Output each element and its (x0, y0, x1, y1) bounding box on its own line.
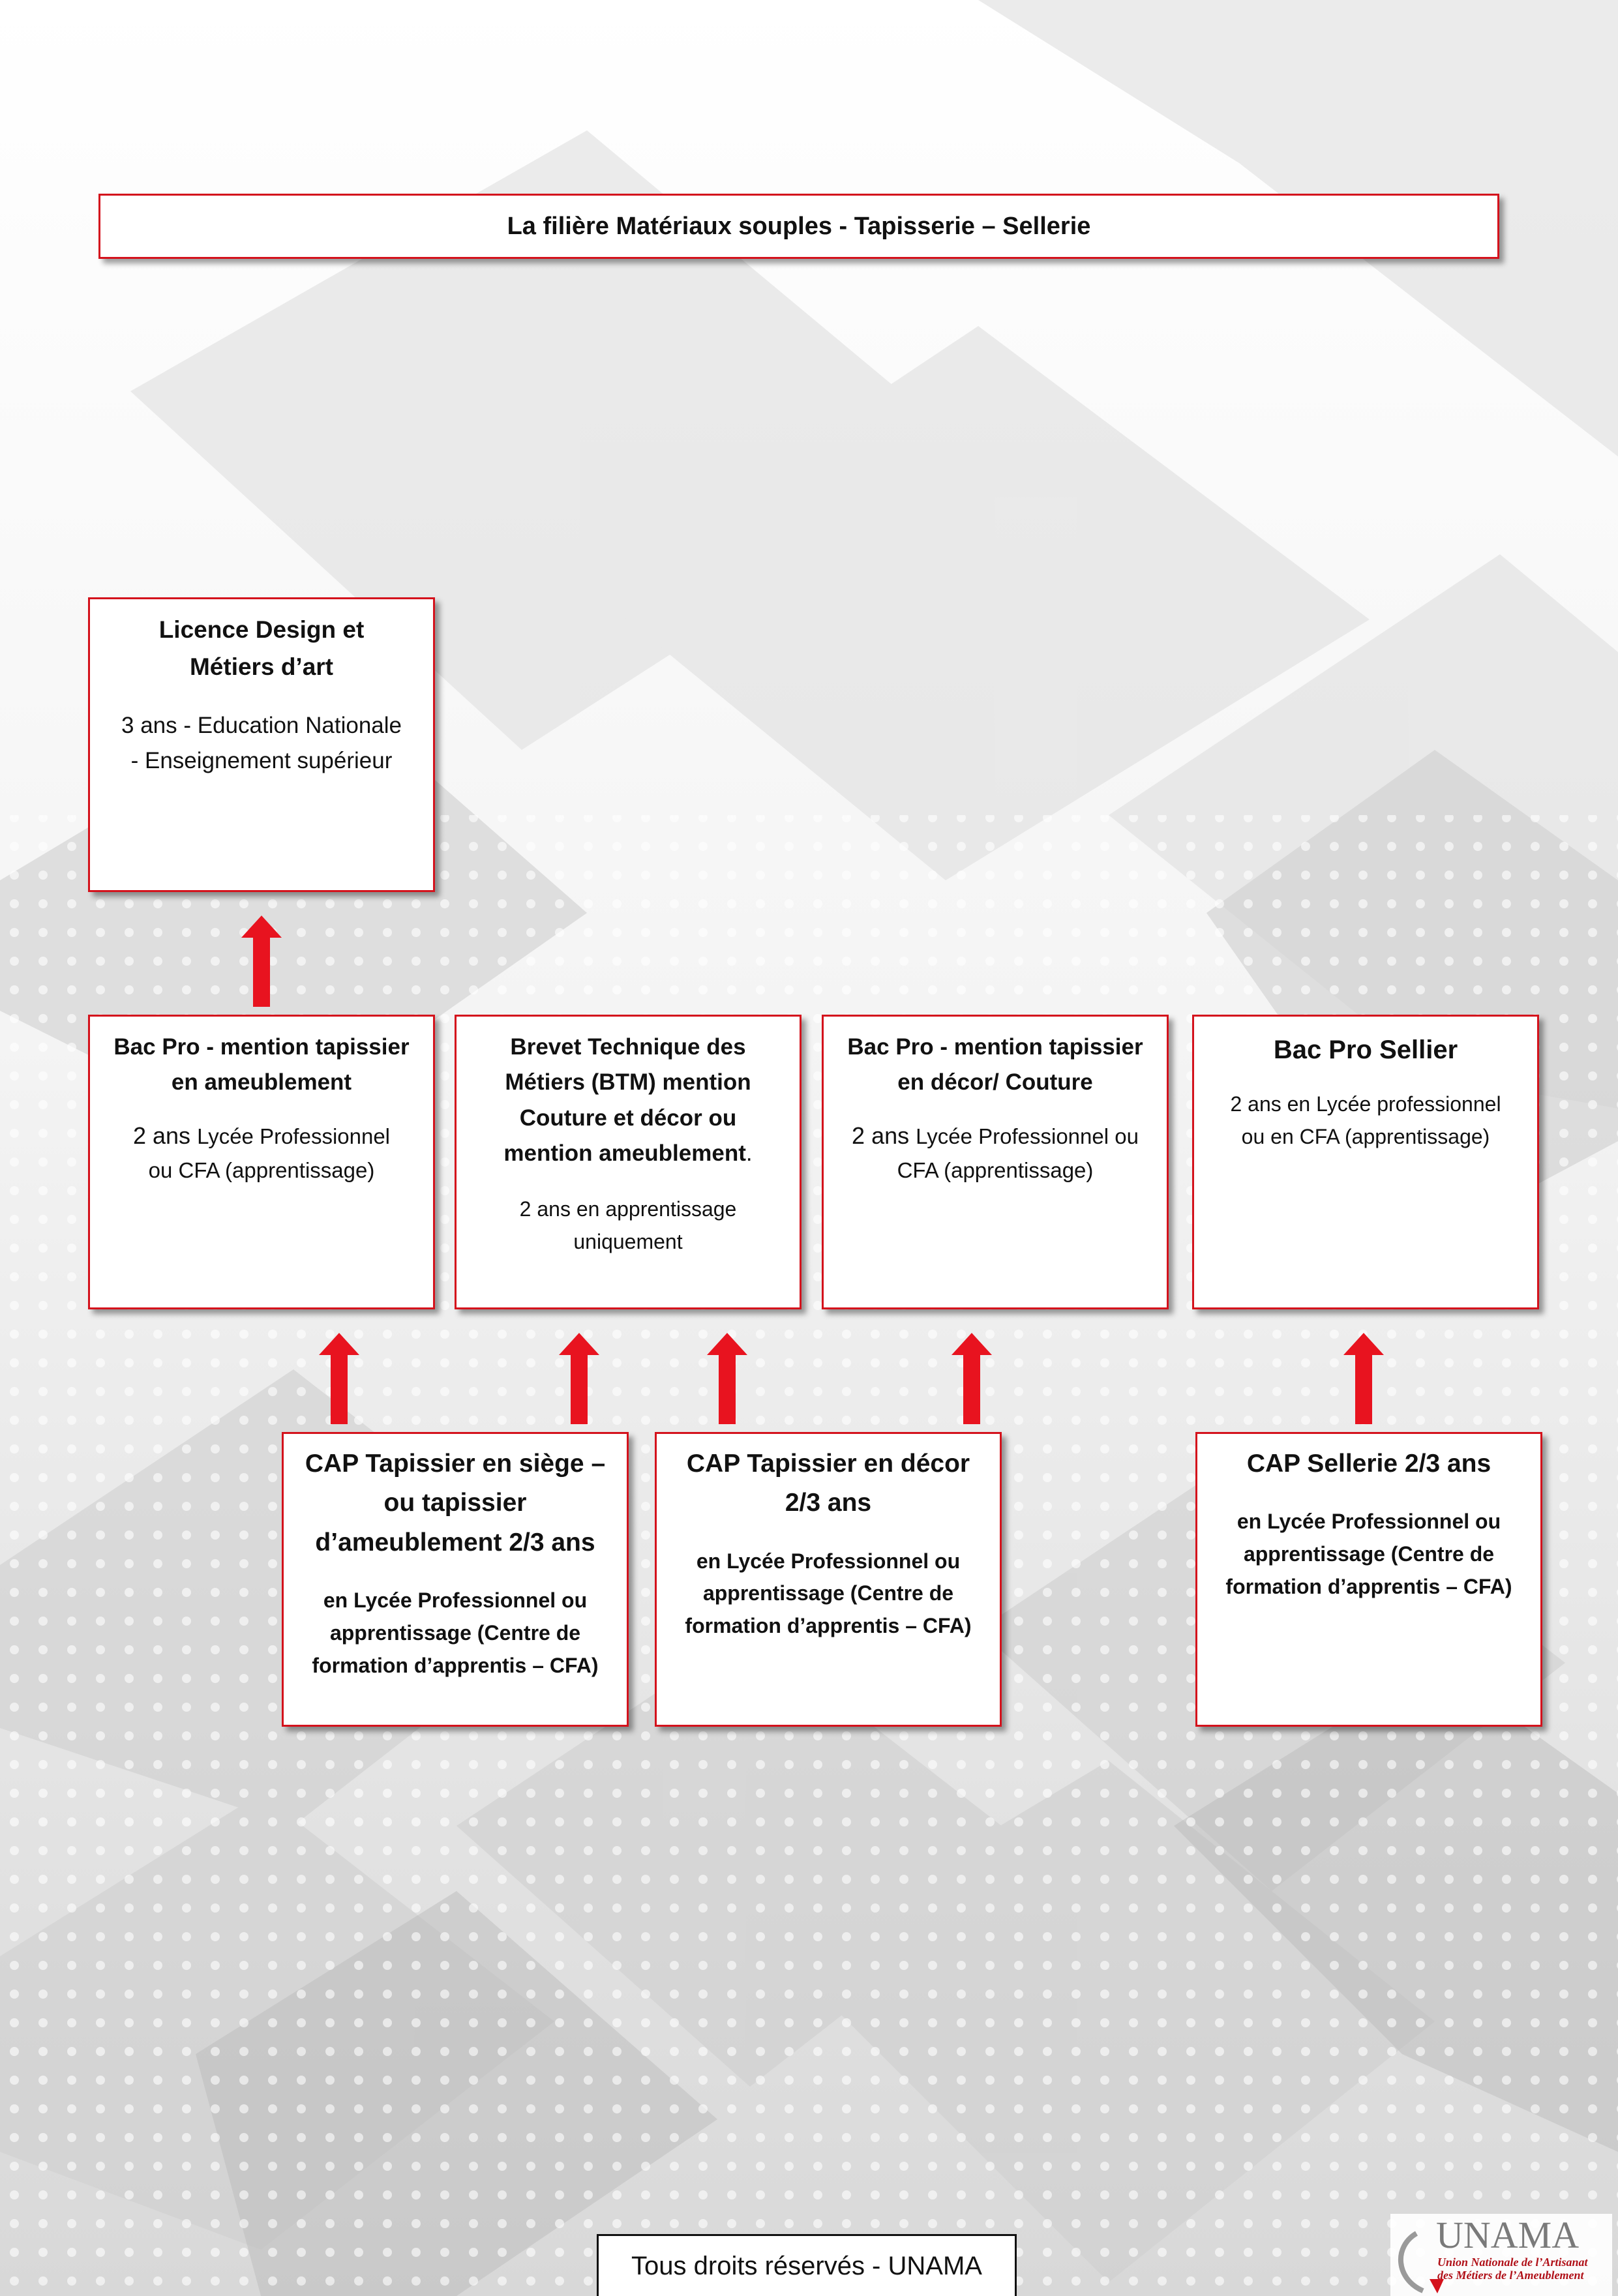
bac-pro-decor-heading: Bac Pro - mention tapissier en décor/ Couture (847, 1034, 1143, 1096)
cap-sellerie-heading: CAP Sellerie 2/3 ans (1246, 1450, 1491, 1478)
arrow-up-icon (319, 1333, 359, 1424)
cap-sellerie-box (1195, 1432, 1542, 1727)
logo-tagline-2: des Métiers de l’Ameublement (1437, 2269, 1584, 2282)
bac-pro-ameublement-detail: 2 ans Lycée Professionnel ou CFA (apprentissage) (132, 1122, 391, 1183)
bac-pro-ameublement-box (88, 1015, 435, 1309)
logo-tagline-1: Union Nationale de l’Artisanat (1437, 2256, 1588, 2269)
arrow-up-icon (951, 1333, 992, 1424)
btm-heading: Brevet Technique des Métiers (BTM) mention Couture et décor ou mention ameublement. (503, 1034, 753, 1166)
cap-tapissier-siege-box (282, 1432, 629, 1727)
arrow-up-icon (707, 1333, 747, 1424)
cap-sellerie-detail: en Lycée Professionnel ou apprentissage (Centre de formation d’apprentis – CFA) (1225, 1510, 1512, 1598)
title-box (98, 194, 1499, 259)
licence-detail: 3 ans - Education Nationale - Enseignement supérieur (121, 712, 402, 773)
cap-decor-detail: en Lycée Professionnel ou apprentissage (Centre de formation d’apprentis – CFA) (685, 1549, 972, 1638)
bac-pro-decor-box (822, 1015, 1169, 1309)
logo-name: UNAMA (1436, 2214, 1580, 2256)
bac-pro-sellier-detail: 2 ans en Lycée professionnel ou en CFA (apprentissage) (1230, 1092, 1501, 1148)
bac-pro-sellier-box (1192, 1015, 1539, 1309)
bac-pro-ameublement-heading: Bac Pro - mention tapissier en ameublement (113, 1034, 410, 1096)
cap-decor-heading: CAP Tapissier en décor 2/3 ans (686, 1450, 970, 1517)
licence-design-box (88, 597, 435, 892)
bac-pro-decor-detail: 2 ans Lycée Professionnel ou CFA (apprentissage) (852, 1122, 1139, 1183)
cap-tapissier-decor-box (655, 1432, 1002, 1727)
cap-siege-detail: en Lycée Professionnel ou apprentissage (Centre de formation d’apprentis – CFA) (312, 1588, 599, 1677)
bac-pro-sellier-heading: Bac Pro Sellier (1273, 1036, 1458, 1064)
cap-siege-heading: CAP Tapissier en siège – ou tapissier d’ameublement 2/3 ans (305, 1450, 606, 1557)
arrow-up-icon (1343, 1333, 1384, 1424)
btm-box (455, 1015, 802, 1309)
btm-detail: 2 ans en apprentissage uniquement (519, 1197, 737, 1253)
arrow-up-icon (559, 1333, 599, 1424)
page-title: La filière Matériaux souples - Tapisserie – Sellerie (507, 212, 1091, 240)
unama-logo (1390, 2214, 1612, 2296)
footer-copyright (597, 2234, 1017, 2296)
footer-text: Tous droits réservés - UNAMA (631, 2251, 982, 2280)
arrow-up-icon (241, 916, 282, 1007)
licence-heading: Licence Design et Métiers d’art (158, 616, 365, 681)
